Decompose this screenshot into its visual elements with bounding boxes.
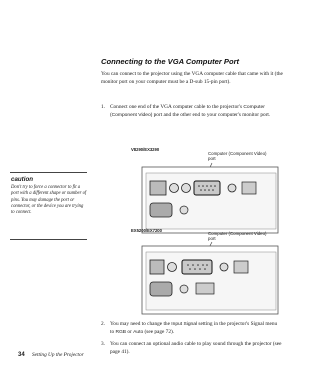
- figure-1-usb-b-port: [242, 182, 256, 194]
- caution-body: Don't try to force a connector to fit a port with a different shape or number of pins. You may damage the port or connector, or the device you are trying to connect.: [11, 185, 87, 216]
- figure-2-model-label: EX5200/EX7200: [131, 228, 162, 233]
- step-2-text: [110, 321, 282, 336]
- figure-2-round-jack: [180, 285, 188, 293]
- step-1-number: 1.: [101, 104, 105, 110]
- caution-top-rule: [10, 172, 87, 173]
- step-2-option-rgb: RGB: [115, 329, 127, 335]
- figure-2-usb-port: [150, 260, 164, 274]
- step-2-setting-name: Input Signal: [171, 322, 198, 327]
- figure-2-vga-port: [182, 260, 212, 274]
- section-title: Connecting to the VGA Computer Port: [101, 57, 240, 66]
- step-1-text-a: Connect one end of the VGA computer cable to the projector's: [110, 104, 244, 110]
- step-2-text-c: or: [126, 328, 134, 335]
- figure-1-port-panel-illustration: [140, 155, 280, 235]
- step-1: [101, 104, 283, 128]
- figure-2-audio-jack: [220, 263, 228, 271]
- step-2-text-b: setting in the projector's Signal menu to: [110, 321, 278, 335]
- figure-1-usb-port: [150, 181, 166, 195]
- figure-1-round-jack: [180, 206, 188, 214]
- figure-2-callout: Computer (Component Video) port: [208, 231, 267, 242]
- figure-1-callout: Computer (Component Video) port: [208, 151, 267, 162]
- figure-1-power-inlet: [150, 203, 172, 217]
- figure-1-video-jack: [170, 184, 179, 193]
- step-2: [101, 321, 283, 337]
- step-2-text-a: You may need to change the: [110, 321, 172, 327]
- figure-1-svideo-jack: [182, 184, 191, 193]
- step-1-port-name: Computer (Component Video): [110, 105, 265, 118]
- page-number: 34: [18, 352, 25, 358]
- figure-1-audio-jack: [228, 184, 236, 192]
- figure-2-usb-b-port: [234, 261, 248, 273]
- figure-1-vga-port: [194, 181, 220, 195]
- step-2-number: 2.: [101, 321, 105, 327]
- figure-2-power-inlet: [150, 282, 172, 296]
- figure-2-lan-port: [196, 283, 214, 294]
- step-3-text: You can connect an optional audio cable to play sound through the projector (see page 41).: [110, 341, 282, 355]
- step-1-text-b: port and the other end to your computer's monitor port.: [152, 111, 271, 118]
- step-2-text-d: (see page 72).: [143, 328, 175, 335]
- intro-paragraph: You can connect to the projector using the VGA computer cable that came with it (the monitor port on your computer must be a D-sub 15-pin port).: [101, 71, 283, 85]
- caution-heading: caution: [11, 176, 34, 183]
- step-3: [101, 341, 283, 357]
- step-3-number: 3.: [101, 341, 105, 347]
- figure-1-model-label: V8290/EX3290: [131, 147, 160, 152]
- running-title: Setting Up the Projector: [32, 352, 84, 358]
- caution-bottom-rule: [10, 239, 87, 240]
- step-2-option-auto: Auto: [133, 329, 144, 335]
- step-1-text: [110, 104, 282, 119]
- figure-2-port-panel-illustration: [140, 236, 280, 316]
- figure-2-video-jack: [168, 263, 177, 272]
